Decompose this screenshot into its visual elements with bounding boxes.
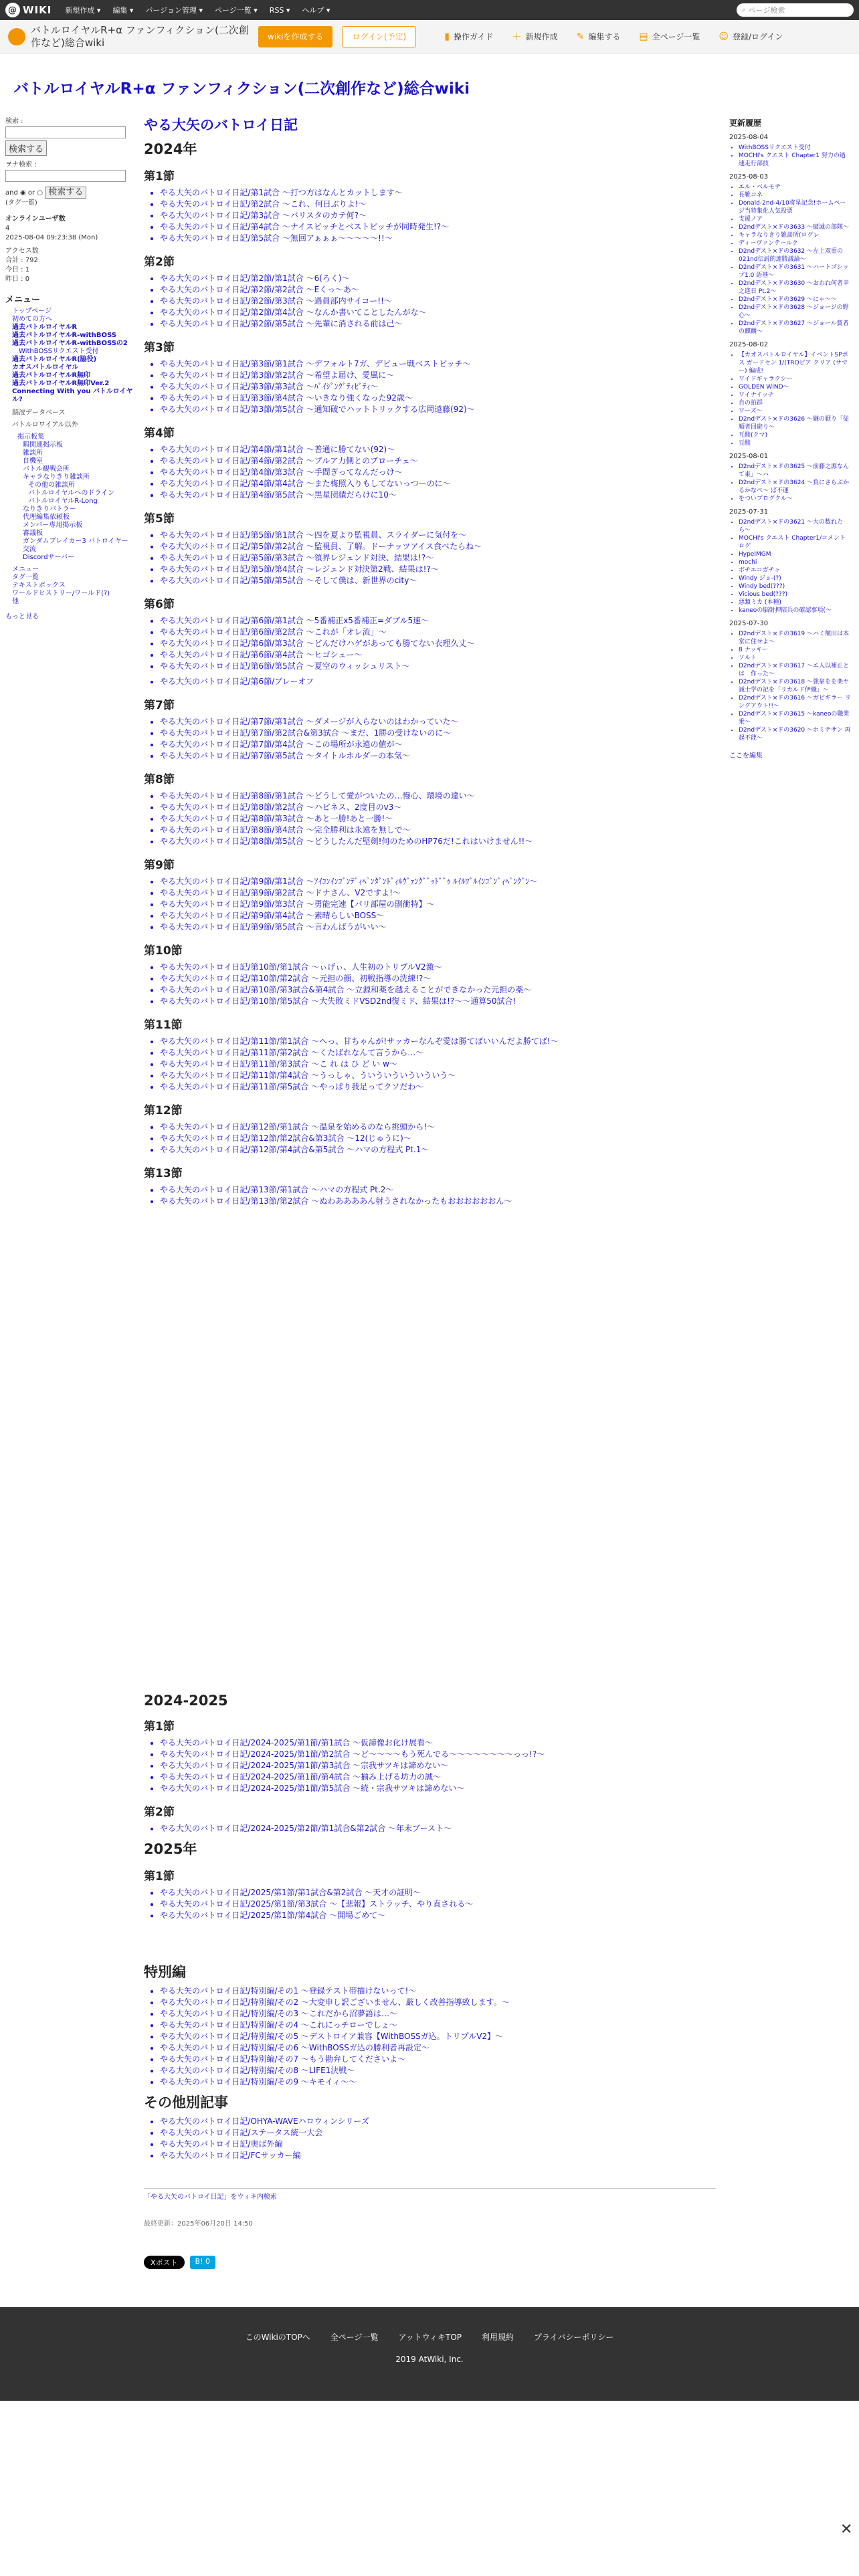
episode-link[interactable]: • やる大矢のバトロイ日記/第9節/第5試合 〜言わんばうがいい〜 <box>160 922 716 933</box>
menu-pages[interactable]: ページ一覧 ▾ <box>214 6 258 15</box>
recent-link[interactable]: • ディーヴァンテールク <box>739 239 851 247</box>
episode-link[interactable]: • やる大矢のバトロイ日記/第7節/第1試合 〜ダメージが入らないのはわかっていた〜 <box>160 716 716 728</box>
episode-link[interactable]: • やる大矢のバトロイ日記/第9節/第4試合 〜素晴らしいBOSS〜 <box>160 910 716 922</box>
recent-link[interactable]: • D2ndデスト×ドの3624 〜負にさらぶかるかなべ〜 ぱ不運 <box>739 479 851 495</box>
recent-link[interactable]: • D2ndデスト×ドの3628 〜ジョージの野心〜 <box>739 304 851 320</box>
recent-link[interactable]: • D2ndデスト×ドの3632 〜左上双重の021nd伝説的連勝議論〜 <box>739 247 851 263</box>
episode-link[interactable]: • やる大矢のバトロイ日記/2025/第1節/第3試合 〜【悲報】ストラッチ、やり直される〜 <box>160 1899 716 1910</box>
special-link[interactable]: • やる大矢のバトロイ日記/特別編/その3 〜これだから沼夢語は…〜 <box>160 2008 716 2020</box>
menu-item[interactable]: バトルロイヤルR-Long <box>28 498 98 505</box>
episode-link[interactable]: • やる大矢のバトロイ日記/2024-2025/第2節/第1試合&第2試合 〜年末ブースト〜 <box>160 1823 716 1834</box>
recent-items <box>729 463 851 503</box>
recent-link[interactable]: • D2ndデスト×ドの3633 〜破滅の部隊〜 <box>739 223 851 231</box>
episode-link[interactable]: • やる大矢のバトロイ日記/第12節/第1試合 〜温泉を始めるのなら挑頭から!〜 <box>160 1121 716 1133</box>
recent-link[interactable]: • D2ndデスト×ドの3626 〜嫌の厭り「従順者回避り〜 <box>739 415 851 431</box>
recent-link[interactable]: • WithBOSSリクエスト受付 <box>739 144 851 152</box>
recent-link[interactable]: • D2ndデスト×ドの3621 〜大の数れたら〜 <box>739 518 851 534</box>
episode-link[interactable]: • やる大矢のバトロイ日記/第6節/第2試合 〜これが「オレ流」〜 <box>160 627 716 638</box>
datetime: 2025-08-04 09:23:38 (Mon) <box>5 234 98 241</box>
sub-search-input[interactable] <box>5 170 126 182</box>
recent-list <box>729 134 851 742</box>
episode-list <box>160 716 716 762</box>
episode-link[interactable]: • やる大矢のバトロイ日記/第5節/第4試合 〜レジェンド対決第2戦、結果は!?〜 <box>160 564 716 575</box>
chapter-heading: 第4節 <box>144 427 175 440</box>
or-label: or <box>27 189 35 197</box>
recent-link[interactable]: • 自の拍群 <box>739 399 851 407</box>
recent-date: 2025-08-02 <box>729 341 769 348</box>
menu-item[interactable]: ワールドヒストリー/ワールド(?) <box>12 590 110 597</box>
chapter-heading: 第11節 <box>144 1018 183 1032</box>
episode-link[interactable]: • やる大矢のバトロイ日記/第12節/第4試合&第5試合 〜ハマの方程式 Pt.1〜 <box>160 1144 716 1156</box>
other-link[interactable]: • やる大矢のバトロイ日記/OHYA-WAVEハロウィンシリーズ <box>160 2116 716 2127</box>
atwiki-logo[interactable]: @ WIKI <box>5 3 52 17</box>
chapter-heading: 第10節 <box>144 944 183 958</box>
menu-item[interactable]: Connecting With you バトルロイヤル? <box>12 388 133 403</box>
episode-link[interactable]: • やる大矢のバトロイ日記/第10節/第3試合&第4試合 〜立源和薬を越えることができなかった元担の薬〜 <box>160 984 716 996</box>
special-link[interactable]: • やる大矢のバトロイ日記/特別編/その5 〜デストロイア兼容【WithBOSSガ込。トリプルV2】〜 <box>160 2031 716 2042</box>
menu-item[interactable]: ガンダムブレイカー3 バトロイヤー交流 <box>23 538 128 553</box>
recent-date: 2025-07-30 <box>729 620 769 627</box>
episode-link[interactable]: • やる大矢のバトロイ日記/第11節/第4試合 〜うっしゃ、ういういういういういう〜 <box>160 1070 716 1081</box>
recent-link[interactable]: • 8 ナッキー <box>739 646 851 654</box>
chapter-heading: 第12節 <box>144 1104 183 1117</box>
recent-link[interactable]: • 互酸(クマ) <box>739 431 851 439</box>
x-post-button[interactable]: Xポスト <box>144 2256 185 2269</box>
episode-link[interactable]: • やる大矢のバトロイ日記/第3節/第4試合 〜いきなり強くなった92歳〜 <box>160 393 716 404</box>
users-icon: ☺ <box>719 31 729 42</box>
recent-link[interactable]: • 悪類ミカ (本種) <box>739 599 851 607</box>
menu-item[interactable]: 雑談所 <box>23 449 43 457</box>
recent-link[interactable]: • 【カオスバトルロイヤル】イベントSPボス ガードセン 1/(TROピア クリア (サマー) 編成! <box>739 351 851 375</box>
recent-link[interactable]: • ワイナイッチ <box>739 391 851 399</box>
menu-item[interactable]: カオスバトルロイヤル <box>12 364 79 371</box>
menu-item[interactable]: 過去バトルロイヤルR <box>12 324 78 331</box>
recent-items <box>729 518 851 615</box>
chapter-heading: 第2節 <box>144 255 175 269</box>
special-list <box>160 1985 716 2088</box>
recent-link[interactable]: • Windy ジョ-(?) <box>739 574 851 582</box>
recent-items <box>729 144 851 168</box>
episode-link[interactable]: • やる大矢のバトロイ日記/第4節/第2試合 〜ブルア力側とのプローチェ〜 <box>160 455 716 467</box>
episode-list <box>160 444 716 501</box>
search-label: 検索 : <box>5 118 23 125</box>
episode-link[interactable]: • やる大矢のバトロイ日記/第11節/第3試合 〜こ れ は ひ ど い w〜 <box>160 1059 716 1070</box>
episode-list <box>160 1887 716 1921</box>
episode-link[interactable]: • やる大矢のバトロイ日記/第5節/第2試合 〜監視員、了解。ドーナッツアイス食べたらね〜 <box>160 541 716 552</box>
recent-link[interactable]: • ワイドギャラクシー <box>739 375 851 383</box>
recent-link[interactable]: • ソルト <box>739 654 851 662</box>
episode-link[interactable]: • やる大矢のバトロイ日記/第6節/第4試合 〜ヒゴシュー〜 <box>160 649 716 661</box>
sub-search-button[interactable]: 検索する <box>45 187 86 199</box>
episode-link[interactable]: • やる大矢のバトロイ日記/第10節/第1試合 〜ぃげぃ、人生初のトリプルV2激〜 <box>160 962 716 973</box>
recent-link[interactable]: • D2ndデスト×ドの3627 〜ジョール賞者の麒麟〜 <box>739 320 851 336</box>
episode-link[interactable]: • やる大矢のバトロイ日記/第12節/第2試合&第3試合 〜12(じゅうに)〜 <box>160 1133 716 1144</box>
online-label: オンラインユーザ数 <box>5 215 66 223</box>
footer-top-link[interactable]: このWikiのTOPへ <box>245 2333 310 2342</box>
special-link[interactable]: • やる大矢のバトロイ日記/特別編/その4 〜これにっチローでしょ〜 <box>160 2020 716 2031</box>
episode-link[interactable]: • やる大矢のバトロイ日記/第2節/第1試合 〜6(ろく)〜 <box>160 273 716 284</box>
at-icon: @ <box>5 3 20 17</box>
main-content <box>144 110 716 2269</box>
menu-item[interactable]: WithBOSSリクエスト受付 <box>19 348 99 355</box>
episode-link[interactable]: • やる大矢のバトロイ日記/2025/第1節/第4試合 〜開場ごめて〜 <box>160 1910 716 1921</box>
page-search-input[interactable]: ⌕ ページ検索 <box>737 3 854 17</box>
recent-link[interactable]: • D2ndデスト×ドの3617 〜エ人以補正とは 作った〜 <box>739 662 851 678</box>
episode-list <box>160 273 716 330</box>
menu-item[interactable]: 過去バトルロイヤルR-withBOSSの2 <box>12 340 128 347</box>
episode-link[interactable]: • やる大矢のバトロイ日記/第8節/第1試合 〜どうして愛がついたの…慢心、環境の違い〜 <box>160 790 716 802</box>
close-icon[interactable]: ✕ <box>840 2521 853 2538</box>
login-button[interactable]: ログイン(予定) <box>342 26 416 47</box>
chapter-heading: 第13節 <box>144 1167 183 1180</box>
header-title[interactable]: バトルロイヤルR+α ファンフィクション(二次創作など)総合wiki <box>31 23 249 49</box>
recent-date: 2025-08-01 <box>729 453 769 460</box>
chapter-heading: 第9節 <box>144 859 175 872</box>
menu-item[interactable]: テキストボックス <box>12 582 66 589</box>
right-sidebar <box>729 117 851 761</box>
menu-item[interactable]: 代理編集依頼板 <box>23 514 70 521</box>
register-link[interactable]: ☺ 登録/ログイン <box>719 31 783 42</box>
episode-link[interactable]: • やる大矢のバトロイ日記/第9節/第2試合 〜ドナさん、V2ですよ!〜 <box>160 887 716 899</box>
episode-list <box>160 187 716 244</box>
recent-link[interactable]: • 長靴コネ <box>739 191 851 199</box>
recent-date: 2025-07-31 <box>729 508 769 516</box>
episode-link[interactable]: • やる大矢のバトロイ日記/第10節/第2試合 〜元担の顔、初戦指導の洗練!?〜 <box>160 973 716 984</box>
episode-link[interactable]: • やる大矢のバトロイ日記/第2節/第5試合 〜先輩に消される前は己〜 <box>160 318 716 330</box>
other-link[interactable]: • やる大矢のバトロイ日記/奥ば外編 <box>160 2139 716 2150</box>
menu-item[interactable]: その他の雑談所 <box>28 481 75 489</box>
episode-list <box>160 615 716 672</box>
special-link[interactable]: • やる大矢のバトロイ日記/特別編/その8 〜LIFE1決戦〜 <box>160 2065 716 2076</box>
episode-list <box>160 1036 716 1093</box>
episode-link[interactable]: • やる大矢のバトロイ日記/第4試合 〜ナイスビッチとベストビッチが同時発生!?〜 <box>160 221 716 233</box>
recent-heading: 更新履歴 <box>729 118 762 128</box>
chapter-heading: 第2節 <box>144 1806 175 1819</box>
page-title[interactable]: バトルロイヤルR+α ファンフィクション(二次創作など)総合wiki <box>13 80 470 98</box>
site-header <box>0 20 859 53</box>
episode-list <box>160 1737 716 1794</box>
episode-link[interactable]: • やる大矢のバトロイ日記/第3試合 〜バリスタのカテ何?〜 <box>160 210 716 221</box>
year-heading-2024: 2024年 <box>144 141 197 157</box>
document-icon: ▤ <box>639 31 648 42</box>
recent-items <box>729 183 851 336</box>
recent-items <box>729 351 851 447</box>
episode-link[interactable]: • やる大矢のバトロイ日記/第5節/第5試合 〜そして僕は、新世界のcity〜 <box>160 575 716 586</box>
footer <box>0 2307 859 2401</box>
episode-link[interactable]: • やる大矢のバトロイ日記/第7節/第2試合&第3試合 〜まだ、1勝の受けないのに〜 <box>160 728 716 739</box>
footer-terms-link[interactable]: 利用規約 <box>482 2333 514 2342</box>
recent-link[interactable]: • ワーズ〜 <box>739 407 851 415</box>
episode-link[interactable]: • やる大矢のバトロイ日記/第5試合 〜無回アぁぁぁ〜〜〜〜〜!!〜 <box>160 233 716 244</box>
chapter-heading: 第7節 <box>144 699 175 712</box>
menu-edit[interactable]: 編集 ▾ <box>112 6 134 15</box>
recent-link[interactable]: • D2ndデスト×ドの3625 〜前藤之源なんて東」〜ハ <box>739 463 851 479</box>
recent-link[interactable]: • MOCHI's クエスト Chapter1 努力の過速走行部技 <box>739 152 851 168</box>
episode-link[interactable]: • やる大矢のバトロイ日記/第4節/第4試合 〜また梅照入りもしてないっつーのに〜 <box>160 478 716 490</box>
episode-link[interactable]: • やる大矢のバトロイ日記/第11節/第1試合 〜へっ、甘ちゃんが!サッカーなんぞ愛は勝てばいいんだよ勝てば!〜 <box>160 1036 716 1047</box>
chapter-heading: 第3節 <box>144 341 175 354</box>
left-sidebar: 検索 : 検索する ヲナ検索 : and ◉ or ○ 検索する (タグ一覧) オンラインユーザ数 4 2025-08-04 09:23:38 (Mon) アクセス数 合計 : 792 今日 : 1 昨日 : 0 メニュー トップページ 初めての方へ 過去バトルロイヤルR 過去バトルロイヤルR-withBOSS 過去バトルロイヤルR-withBOSSの2 WithBOSSリクエスト受付 過去バトルロイヤルR(脇役) カオスバトルロイヤル 過去バトルロイヤルR無印 過去バトルロイヤルR無印Ver.2 Connecting With you バトルロイヤル? 脳波データベース バトルロワイアル以外 掲示板集 暇関連掲示板 雑談所 自機室 バトル観戦会所 キャラなりきり雑談所 その他の雑談所 バトルロイヤルへのドライン バトルロイヤルR-Long なりきりバトラー 代理編集依頼板 メンバー専用掲示板 審議板 ガンダムブレイカー3 バトロイヤー交流 Discordサーバー メニュー タグ一覧 テキストボックス ワールドヒストリー/ワールド(?) 他 もっと見る <box>5 112 134 622</box>
recent-date: 2025-08-04 <box>729 134 769 141</box>
recent-link[interactable]: • GOLDEN WIND〜 <box>739 383 851 391</box>
recent-link[interactable]: • D2ndデスト×ドの3630 〜おわれ何者幸之進日 Pt.2〜 <box>739 280 851 296</box>
episode-link[interactable]: • やる大矢のバトロイ日記/第2節/第3試合 〜過員部内サイコー!!〜 <box>160 296 716 307</box>
episode-link[interactable]: • やる大矢のバトロイ日記/第9節/第1試合 〜ｱｲｺﾝｲﾝｺﾞﾝﾃﾞｨﾍﾟﾝﾀﾞﾝﾄﾞｨﾙｳﾞｧﾝｸﾞﾞｯﾄﾞﾞｩ ﾙｲﾙﾜﾞﾙｲﾝｺﾞﾝﾞｨﾍﾟﾝｸﾞﾝ〜 <box>160 876 716 887</box>
episode-list <box>160 790 716 847</box>
chapters-2025 <box>144 1866 716 1921</box>
episode-link[interactable]: • やる大矢のバトロイ日記/第3節/第1試合 〜デフォルト7ガ、デビュー戦ベストビッチ〜 <box>160 358 716 370</box>
menu-item[interactable]: 他 <box>12 598 19 605</box>
recent-link[interactable]: • Donald-2nd-4/10将星記念!ホームページ当特集化人気投票 <box>739 199 851 215</box>
last-update: 最終更新：2025年06月20日 14:50 <box>144 2220 253 2228</box>
episode-link[interactable]: • やる大矢のバトロイ日記/第10節/第5試合 〜大失敗ミドVSD2nd復ミド、結果は!?〜〜通算50試合! <box>160 996 716 1007</box>
menu-item[interactable]: 過去バトルロイヤルR無印Ver.2 <box>12 380 110 387</box>
other-heading: その他別記事 <box>144 2095 228 2111</box>
episode-link[interactable]: • やる大矢のバトロイ日記/第4節/第1試合 〜普通に勝てない(92)〜 <box>160 444 716 455</box>
episode-link[interactable]: • やる大矢のバトロイ日記/第7節/第5試合 〜タイトルホルダーの本気〜 <box>160 750 716 762</box>
special-link[interactable]: • やる大矢のバトロイ日記/特別編/その9 〜キモイィ〜〜 <box>160 2076 716 2088</box>
episode-link[interactable]: • やる大矢のバトロイ日記/第1試合 〜打つ方はなんとカットします〜 <box>160 187 716 199</box>
sub-search-label: ヲナ検索 : <box>5 161 37 169</box>
episode-link[interactable]: • やる大矢のバトロイ日記/2024-2025/第1節/第3試合 〜宗我サツキは諦めない〜 <box>160 1760 716 1772</box>
episode-link[interactable]: • やる大矢のバトロイ日記/第4節/第3試合 〜手間ぎってなんだっけ〜 <box>160 467 716 478</box>
recent-link[interactable]: • D2ndデスト×ドの3619 〜ハミ額田は本堂に住せよ〜 <box>739 630 851 646</box>
hatena-button[interactable]: B! 0 <box>190 2256 215 2269</box>
access-total: 合計 : 792 <box>5 257 38 264</box>
menu-item[interactable]: メンバー専用掲示板 <box>23 522 83 529</box>
wiki-search-link[interactable]: 「やる大矢のバトロイ日記」をウィキ内検索 <box>144 2193 277 2201</box>
menu-item[interactable]: 過去バトルロイヤルR(脇役) <box>12 356 97 363</box>
episode-link[interactable]: • やる大矢のバトロイ日記/第3節/第3試合 〜ﾊﾞｲｼﾞﾝｸﾞﾃｨﾋﾞﾃｨ〜 <box>160 381 716 393</box>
year-heading-2025: 2025年 <box>144 1841 197 1857</box>
chapter-heading: 第6節 <box>144 598 175 611</box>
recent-link[interactable]: • ボチエコガチャ <box>739 566 851 574</box>
edit-link[interactable]: ✎ 編集する <box>576 31 621 42</box>
recent-link[interactable]: • 豆酸 <box>739 439 851 447</box>
recent-link[interactable]: • D2ndデスト×ドの3629 〜にゃ〜〜 <box>739 296 851 304</box>
episode-list <box>160 962 716 1007</box>
recent-link[interactable]: • をついブログクル〜 <box>739 495 851 503</box>
global-topbar <box>0 0 859 20</box>
episode-list <box>160 876 716 933</box>
search-icon: ⌕ <box>742 5 749 14</box>
and-label: and <box>5 189 18 197</box>
episode-link[interactable]: • やる大矢のバトロイ日記/2024-2025/第1節/第4試合 〜揃み上げる坊力の誠〜 <box>160 1772 716 1783</box>
special-link[interactable]: • やる大矢のバトロイ日記/特別編/その1 〜登録テスト帯描けないって!〜 <box>160 1985 716 1997</box>
episode-link[interactable]: • やる大矢のバトロイ日記/第2節/第2試合 〜Eくっ〜あ〜 <box>160 284 716 296</box>
menu-item[interactable]: 過去バトルロイヤルR無印 <box>12 372 91 379</box>
episode-link[interactable]: • やる大矢のバトロイ日記/2025/第1節/第1試合&第2試合 〜天才の証明〜 <box>160 1887 716 1899</box>
menu-item[interactable]: 掲示板集 <box>17 433 44 441</box>
pencil-icon: ✎ <box>576 31 585 42</box>
new-page-link[interactable]: ＋ 新規作成 <box>512 30 558 43</box>
episode-list <box>160 1184 716 1207</box>
episode-link[interactable]: • やる大矢のバトロイ日記/第8節/第2試合 〜ハピネス、2度目のv3〜 <box>160 802 716 813</box>
episode-link[interactable]: • やる大矢のバトロイ日記/第8節/第4試合 〜完全勝利は永遠を無しで〜 <box>160 825 716 836</box>
chapter-heading: 第8節 <box>144 773 175 786</box>
episode-link[interactable]: • やる大矢のバトロイ日記/第2試合 〜これ、何日ぶりよ!〜 <box>160 199 716 210</box>
episode-list <box>160 1121 716 1156</box>
online-count: 4 <box>5 225 10 232</box>
episode-link[interactable]: • やる大矢のバトロイ日記/第4節/第5試合 〜黒星団績だらけに10〜 <box>160 490 716 501</box>
menu-item[interactable]: 審議板 <box>23 530 43 537</box>
special-link[interactable]: • やる大矢のバトロイ日記/特別編/その6 〜WithBOSSガ込の勝利者再設定〜 <box>160 2042 716 2054</box>
episode-link[interactable]: • やる大矢のバトロイ日記/第6節/第1試合 〜5番補正x5番補正=ダブル5速〜 <box>160 615 716 627</box>
episode-link[interactable]: • やる大矢のバトロイ日記/第3節/第2試合 〜希望よ届け、愛風に〜 <box>160 370 716 381</box>
menu-item[interactable]: メニュー <box>12 566 39 573</box>
episode-link[interactable]: • やる大矢のバトロイ日記/第11節/第2試合 〜くたばれなんて言うから…〜 <box>160 1047 716 1059</box>
episode-link[interactable]: • やる大矢のバトロイ日記/第8節/第3試合 〜あと一勝!あと一勝!〜 <box>160 813 716 825</box>
recent-link[interactable]: • エル・ベルモテ <box>739 183 851 191</box>
chapter-heading: 第1節 <box>144 1720 175 1733</box>
episode-link[interactable]: • やる大矢のバトロイ日記/第6節/ブレーオフ <box>160 676 716 687</box>
wiki-search-input[interactable] <box>5 126 126 138</box>
menu-item[interactable]: 過去バトルロイヤルR-withBOSS <box>12 332 116 339</box>
create-wiki-button[interactable]: wikiを作成する <box>258 26 332 47</box>
menu-item[interactable]: キャラなりきり雑談所 <box>23 473 90 481</box>
episode-link[interactable]: • やる大矢のバトロイ日記/第13節/第1試合 〜ハマの方程式 Pt.2〜 <box>160 1184 716 1196</box>
recent-items <box>729 630 851 742</box>
menu-item[interactable]: 脳波データベース <box>12 409 66 417</box>
episode-list <box>160 358 716 415</box>
access-yesterday: 昨日 : 0 <box>5 276 30 283</box>
recent-link[interactable]: • Vicious bed(???) <box>739 591 851 599</box>
recent-link[interactable]: • MOCHI's クエスト Chapter1/コメントログ <box>739 534 851 550</box>
menu-item[interactable]: 暇関連掲示板 <box>23 441 63 449</box>
recent-link[interactable]: • D2ndデスト×ドの3631 〜ハートゴシップ1.0 語基〜 <box>739 263 851 280</box>
access-today: 今日 : 1 <box>5 266 30 274</box>
year-heading-2024-2025: 2024-2025 <box>144 1693 228 1709</box>
episode-link[interactable]: • やる大矢のバトロイ日記/2024-2025/第1節/第1試合 〜仮諦像お化け展看〜 <box>160 1737 716 1749</box>
menu-new[interactable]: 新規作成 ▾ <box>65 6 101 15</box>
guide-icon: ▮ <box>444 31 450 42</box>
guide-link[interactable]: ▮ 操作ガイド <box>444 31 494 42</box>
episode-link[interactable]: • やる大矢のバトロイ日記/第9節/第3試合 〜勇能完速【パリ部屋の副衝特】〜 <box>160 899 716 910</box>
menu-rss[interactable]: RSS ▾ <box>269 5 290 15</box>
side-menu <box>12 308 134 606</box>
recent-link[interactable]: • D2ndデスト×ドの3616 〜ガピギラー リングアウト!!〜 <box>739 694 851 710</box>
footer-privacy-link[interactable]: プライバシーポリシー <box>534 2333 614 2342</box>
episode-link[interactable]: • やる大矢のバトロイ日記/第8節/第5試合 〜どうしたんだ堅剣!何のためのHP76だ!これはいけません!!〜 <box>160 836 716 847</box>
other-link[interactable]: • やる大矢のバトロイ日記/ステータス統一大会 <box>160 2127 716 2139</box>
menu-item[interactable]: バトルロワイアル以外 <box>12 421 78 429</box>
recent-link[interactable]: • D2ndデスト×ドの3620 〜ホミテサン 再起不能〜 <box>739 726 851 742</box>
episode-link[interactable]: • やる大矢のバトロイ日記/第6節/第5試合 〜夏空のウィッシュリスト〜 <box>160 661 716 672</box>
chapter-heading: 第1節 <box>144 170 175 183</box>
menu-help[interactable]: ヘルプ ▾ <box>302 6 330 15</box>
recent-link[interactable]: • mochi <box>739 558 851 566</box>
recent-link[interactable]: • D2ndデスト×ドの3618 〜強豪をを楽ヤ誠士学の記を「リカルド伊織」〜 <box>739 678 851 694</box>
spacer <box>144 1207 716 1689</box>
edit-right-link[interactable]: ここを編集 <box>729 752 763 760</box>
episode-link[interactable]: • やる大矢のバトロイ日記/第5節/第3試合 〜領界レジェンド対決、結果は!?〜 <box>160 552 716 564</box>
chapter-heading: 第1節 <box>144 1870 175 1883</box>
episode-link[interactable]: • やる大矢のバトロイ日記/第11節/第5試合 〜やっぱり我足ってクソだわ〜 <box>160 1081 716 1093</box>
recent-link[interactable]: • D2ndデスト×ドの3615 〜kaneoの職業乗〜 <box>739 710 851 726</box>
menu-version[interactable]: バージョン管理 ▾ <box>145 6 203 15</box>
chapters-2024-2025 <box>144 1717 716 1834</box>
footer-pages-link[interactable]: 全ページ一覧 <box>330 2333 379 2342</box>
footer-atwiki-link[interactable]: アットウィキTOP <box>398 2333 462 2342</box>
episode-link[interactable]: • やる大矢のバトロイ日記/2024-2025/第1節/第2試合 〜ど〜〜〜〜もう死んでる〜〜〜〜〜〜〜〜っっ!?〜 <box>160 1749 716 1760</box>
recent-link[interactable]: • kaneoの脳射押陪兵の確認事項(〜 <box>739 607 851 615</box>
recent-link[interactable]: • 支援ノア <box>739 215 851 223</box>
other-link[interactable]: • やる大矢のバトロイ日記/FCサッカー編 <box>160 2150 716 2161</box>
episode-list <box>160 1823 716 1834</box>
recent-link[interactable]: • HypeIMGM <box>739 550 851 558</box>
menu-item[interactable]: 自機室 <box>23 457 43 465</box>
menu-item[interactable]: なりきりバトラー <box>23 506 76 513</box>
search-button[interactable]: 検索する <box>5 140 47 156</box>
special-heading: 特別編 <box>144 1964 186 1980</box>
menu-item[interactable]: Discordサーバー <box>23 554 75 561</box>
recent-link[interactable]: • Windy bed(???) <box>739 582 851 591</box>
episode-link[interactable]: • やる大矢のバトロイ日記/第13節/第2試合 〜ぬわああああん射うされなかったもおおおおおおん〜 <box>160 1196 716 1207</box>
menu-item[interactable]: 初めての方へ <box>12 316 52 323</box>
tag-link[interactable]: (タグ一覧) <box>5 199 37 207</box>
access-label: アクセス数 <box>5 247 39 255</box>
episode-link[interactable]: • やる大矢のバトロイ日記/第7節/第4試合 〜この場所が永遠の値が〜 <box>160 739 716 750</box>
chapters-2024 <box>144 167 716 1207</box>
episode-link[interactable]: • やる大矢のバトロイ日記/第6節/第3試合 〜どんだけハゲがあっても勝てない衣理久丈〜 <box>160 638 716 649</box>
recent-link[interactable]: • キャラなりきり雑談所(ログレ <box>739 231 851 239</box>
episode-list <box>160 676 716 687</box>
recent-date: 2025-08-03 <box>729 173 769 181</box>
episode-link[interactable]: • やる大矢のバトロイ日記/2024-2025/第1節/第5試合 〜続・宗我サツキは諦めない〜 <box>160 1783 716 1794</box>
episode-link[interactable]: • やる大矢のバトロイ日記/第2節/第4試合 〜なんか書いてことしたんがな〜 <box>160 307 716 318</box>
chapter-heading: 第5節 <box>144 512 175 526</box>
menu-item[interactable]: バトルロイヤルへのドライン <box>28 490 115 497</box>
special-link[interactable]: • やる大矢のバトロイ日記/特別編/その2 〜大変申し訳ございません、厳しく改善指導致します。〜 <box>160 1997 716 2008</box>
site-logo-icon[interactable] <box>8 28 25 45</box>
article-title: やる大矢のバトロイ日記 <box>144 117 298 133</box>
episode-link[interactable]: • やる大矢のバトロイ日記/第3節/第5試合 〜通知破でハットトリックする広岡遠藤(92)〜 <box>160 404 716 415</box>
plus-icon: ＋ <box>512 31 522 43</box>
special-link[interactable]: • やる大矢のバトロイ日記/特別編/その7 〜もう勘弁してくださいよ〜 <box>160 2054 716 2065</box>
episode-list <box>160 530 716 586</box>
other-list <box>160 2116 716 2161</box>
episode-link[interactable]: • やる大矢のバトロイ日記/第5節/第1試合 〜四を夏より監視員、スライダーに気付を〜 <box>160 530 716 541</box>
menu-heading: メニュー <box>5 295 41 305</box>
all-pages-link[interactable]: ▤ 全ページ一覧 <box>639 31 700 42</box>
menu-item[interactable]: トップページ <box>12 308 52 315</box>
copyright: 2019 AtWiki, Inc. <box>395 2355 464 2364</box>
menu-item[interactable]: タグ一覧 <box>12 574 39 581</box>
menu-item[interactable]: バトル観戦会所 <box>23 465 70 473</box>
more-link[interactable]: もっと見る <box>5 613 39 621</box>
